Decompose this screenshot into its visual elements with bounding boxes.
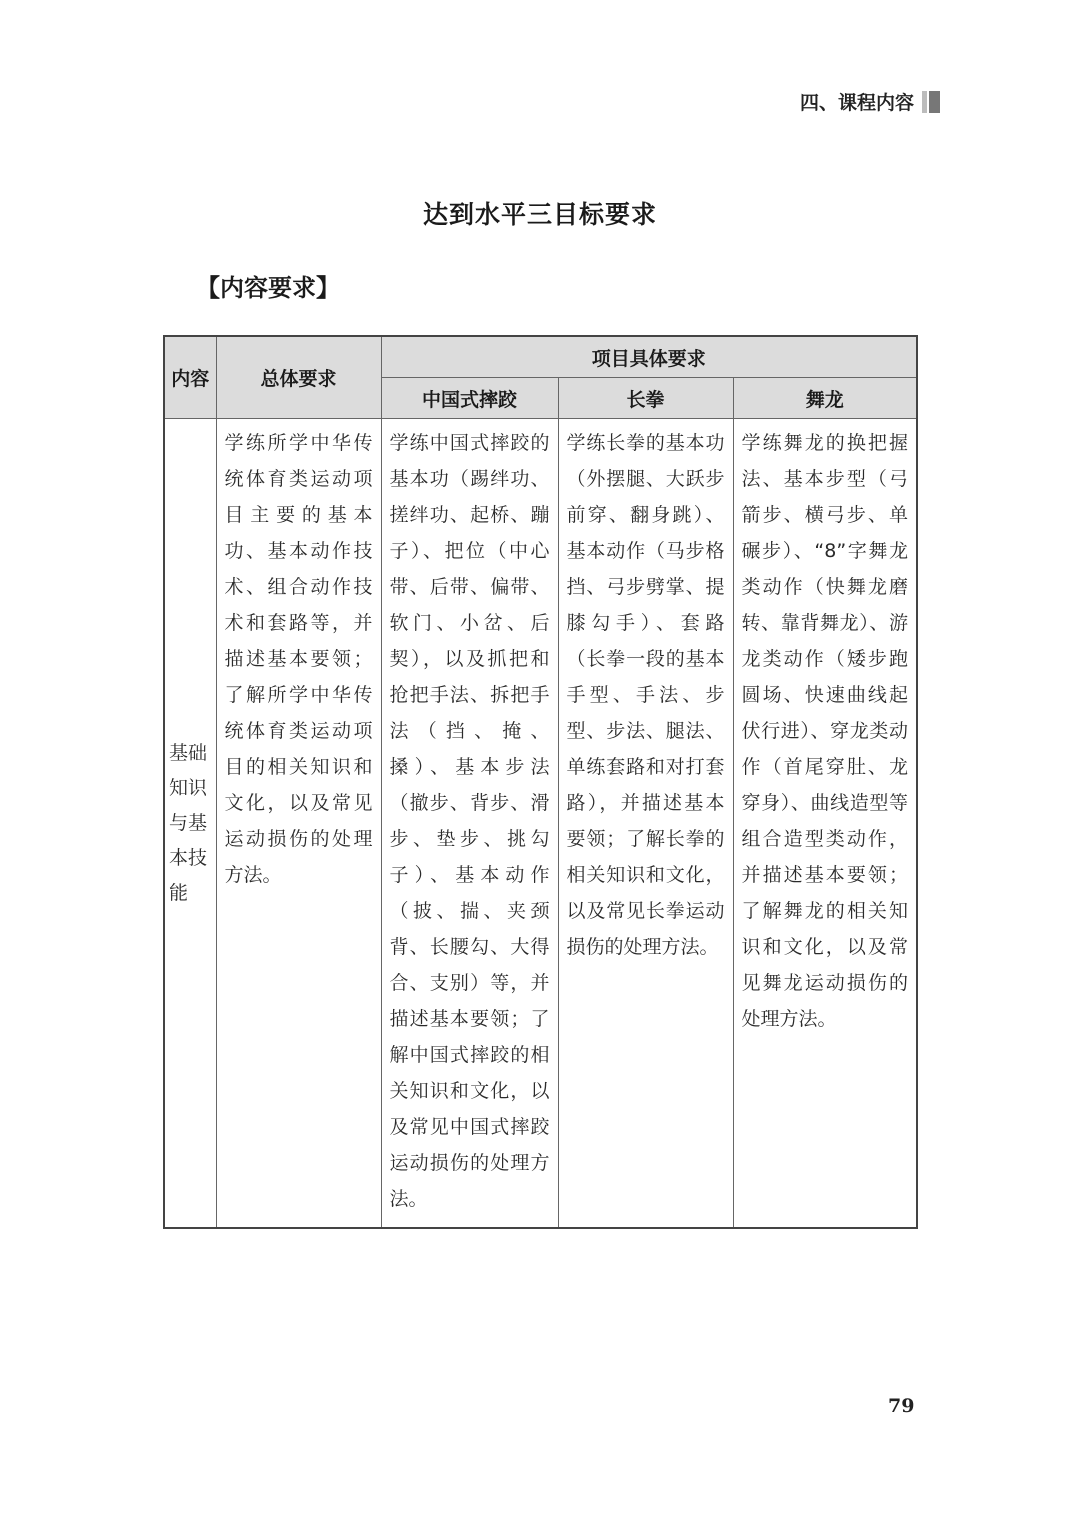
changquan-cell: 学练长拳的基本功（外摆腿、大跃步前穿、翻身跳）、基本动作（马步格挡、弓步劈掌、提膝勾手）、套路（长拳一段的基本手型、手法、步型、步法、腿法、单练套路和对打套路），并描述基本要领；了解长拳的相关知识和文化，以及常见长拳运动损伤的处理方法。: [558, 419, 733, 1229]
header-changquan: 长拳: [558, 378, 733, 419]
header-content: 内容: [164, 336, 216, 419]
section-label: 【内容要求】: [196, 274, 340, 302]
dragon-dance-cell: 学练舞龙的换把握法、基本步型（弓箭步、横弓步、单碾步）、“8”字舞龙类动作（快舞龙磨转、靠背舞龙）、游龙类动作（矮步跑圆场、快速曲线起伏行进）、穿龙类动作（首尾穿肚、龙穿身）、曲线造型等组合造型类动作，并描述基本要领；了解舞龙的相关知识和文化，以及常见舞龙运动损伤的处理方法。: [733, 419, 917, 1229]
page-number: 79: [888, 1395, 915, 1417]
header-overall-requirements: 总体要求: [216, 336, 381, 419]
running-header: [800, 88, 940, 115]
chinese-wrestling-cell: 学练中国式摔跤的基本功（踢绊功、搓绊功、起桥、蹦子）、把位（中心带、后带、偏带、软门、小岔、后契），以及抓把和抢把手法、拆把手法（挡、掩、搡）、基本步法（撤步、背步、滑步、垫步、挑勾子）、基本动作（披、揣、夹颈背、长腰勾、大得合、支别）等，并描述基本要领；了解中国式摔跤的相关知识和文化，以及常见中国式摔跤运动损伤的处理方法。: [381, 419, 558, 1229]
table-row: [164, 419, 917, 1229]
overall-requirements-cell: 学练所学中华传统体育类运动项目主要的基本功、基本动作技术、组合动作技术和套路等，并描述基本要领；了解所学中华传统体育类运动项目的相关知识和文化，以及常见运动损伤的处理方法。: [216, 419, 381, 1229]
requirements-table: [163, 335, 918, 1229]
header-dragon-dance: 舞龙: [733, 378, 917, 419]
category-cell: 基础知识与基本技能: [164, 419, 216, 1229]
header-chinese-wrestling: 中国式摔跤: [381, 378, 558, 419]
header-specific-requirements: 项目具体要求: [381, 336, 917, 378]
header-bar-decoration-icon: [922, 91, 940, 113]
page-title: 达到水平三目标要求: [422, 200, 657, 229]
running-header-text: 四、课程内容: [800, 92, 915, 114]
